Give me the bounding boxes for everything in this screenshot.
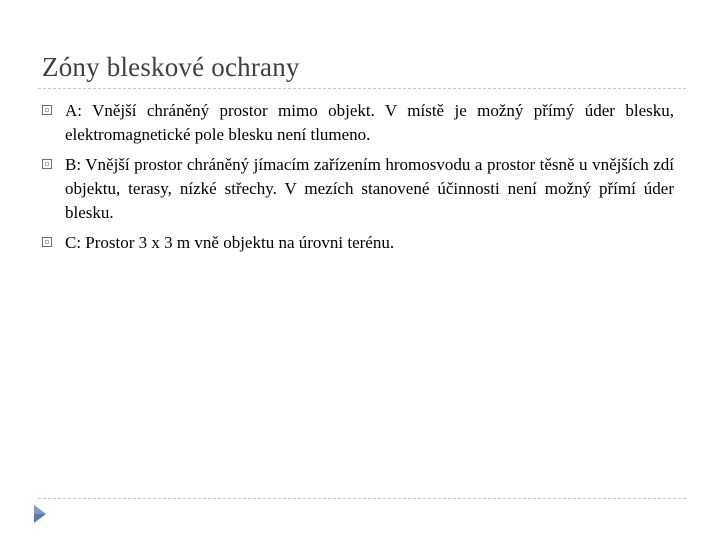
square-bullet-icon [42,159,52,169]
list-item [42,153,674,225]
slide-title: Zóny bleskové ochrany [42,52,300,82]
footer-divider [38,498,686,499]
bullet-list [42,99,674,261]
bullet-text: B: Vnější prostor chráněný jímacím zařízením hromosvodu a prostor těsně u vnějších zdí objektu, terasy, nízké střechy. V mezích stanovené účinnosti není možný přímí úder blesku. [65,155,674,222]
triangle-right-icon[interactable] [32,503,48,525]
bullet-text: A: Vnější chráněný prostor mimo objekt. V místě je možný přímý úder blesku, elektromagnetické pole blesku není tlumeno. [65,101,674,144]
title-divider [38,88,686,89]
square-bullet-icon [42,237,52,247]
bullet-text: C: Prostor 3 x 3 m vně objektu na úrovni terénu. [65,233,395,252]
list-item [42,231,674,255]
square-bullet-icon [42,105,52,115]
list-item [42,99,674,147]
